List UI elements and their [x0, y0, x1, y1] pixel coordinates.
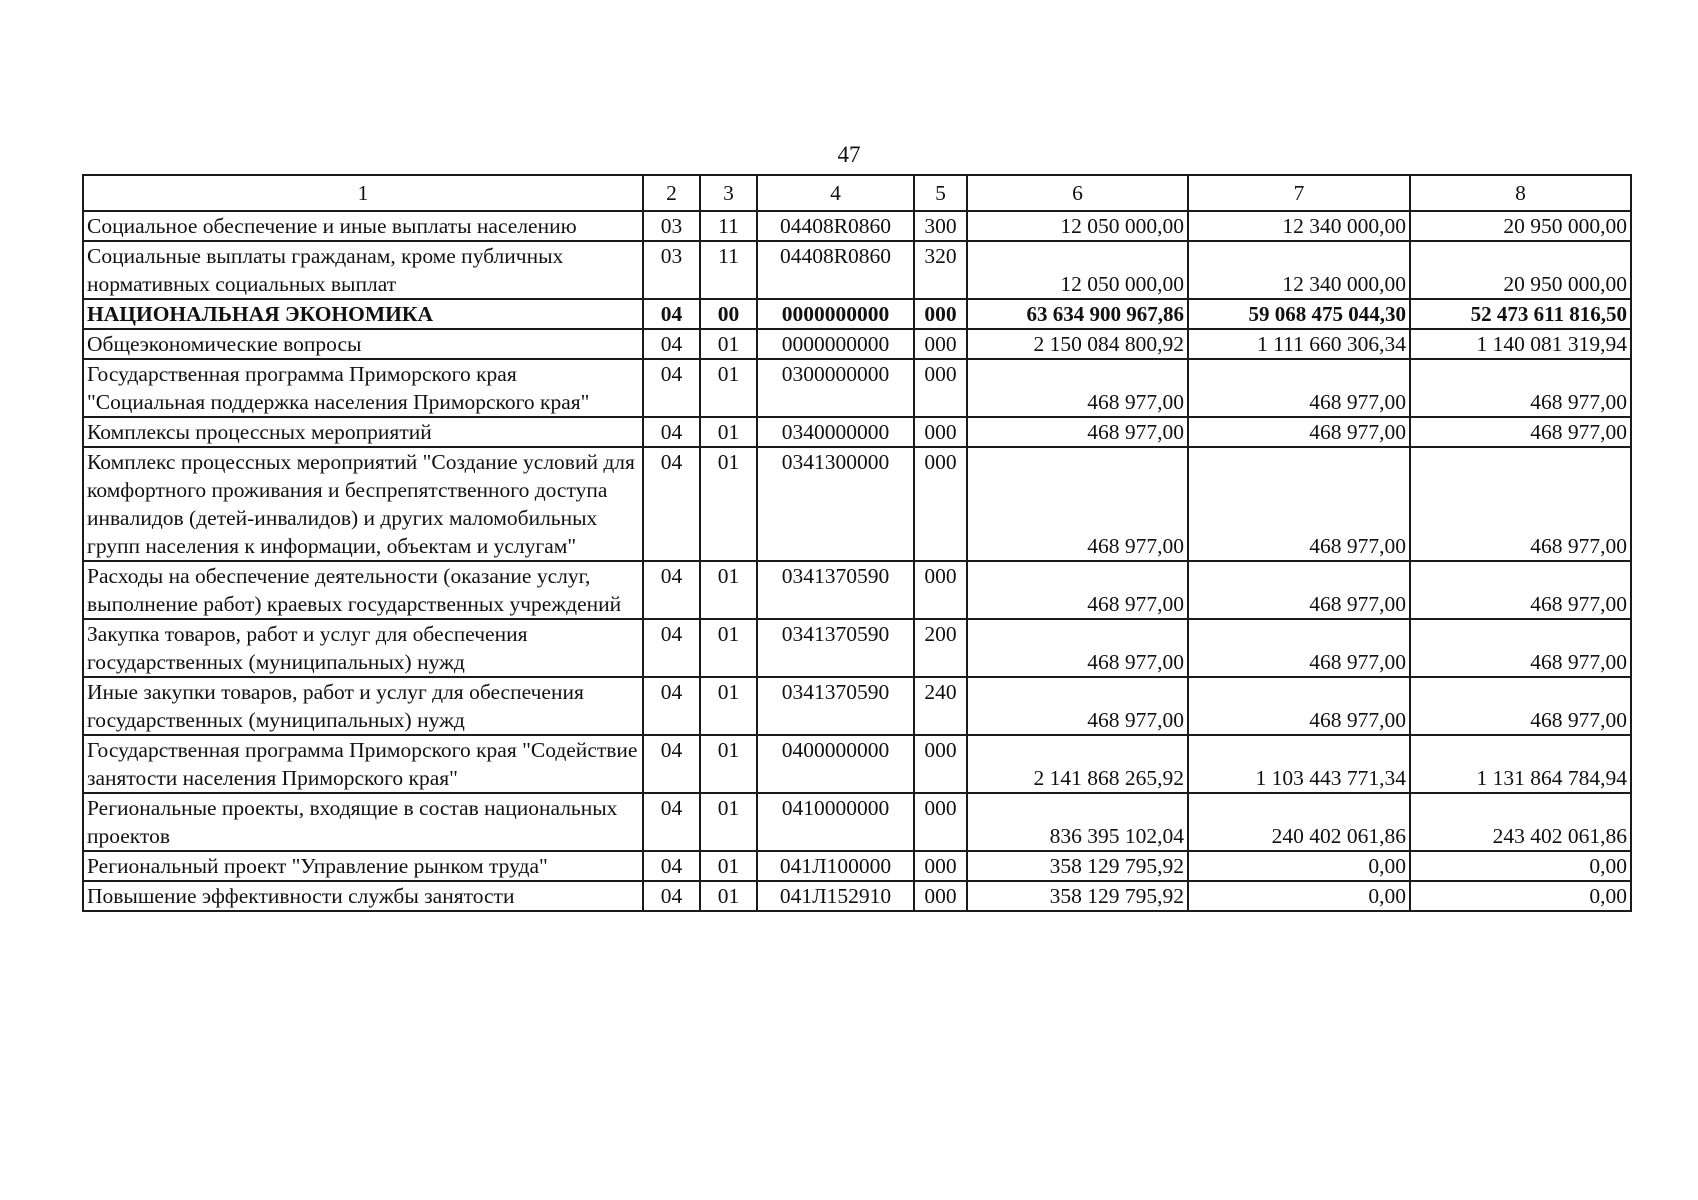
amount-col8-cell: 52 473 611 816,50 [1410, 299, 1631, 329]
table-row [83, 299, 1631, 329]
table-row [83, 735, 1631, 793]
page-number: 47 [837, 142, 861, 167]
table-row [83, 881, 1631, 911]
row-name-cell: Государственная программа Приморского края "Содействие занятости населения Приморского края" [83, 735, 643, 793]
expense-type-code-cell: 240 [914, 677, 967, 735]
amount-col7-cell: 468 977,00 [1188, 619, 1410, 677]
amount-col7-cell: 468 977,00 [1188, 677, 1410, 735]
amount-col8-cell: 0,00 [1410, 881, 1631, 911]
target-article-code-cell: 0341300000 [757, 447, 914, 561]
expense-type-code-cell: 000 [914, 851, 967, 881]
subsection-code-cell: 01 [700, 851, 757, 881]
expense-type-code-cell: 000 [914, 561, 967, 619]
amount-col6-cell: 468 977,00 [967, 677, 1188, 735]
expense-type-code-cell: 000 [914, 793, 967, 851]
row-name-cell: Комплексы процессных мероприятий [83, 417, 643, 447]
table-row [83, 211, 1631, 241]
row-name-cell: Комплекс процессных мероприятий "Создание условий для комфортного проживания и беспрепятственного доступа инвалидов (детей-инвалидов) и других маломобильных групп населения к информации, объектам и услугам" [83, 447, 643, 561]
expense-type-code-cell: 000 [914, 299, 967, 329]
expense-type-code-cell: 000 [914, 329, 967, 359]
amount-col6-cell: 358 129 795,92 [967, 881, 1188, 911]
column-header: 8 [1410, 175, 1631, 211]
expense-type-code-cell: 000 [914, 359, 967, 417]
section-code-cell: 03 [643, 241, 700, 299]
column-header: 7 [1188, 175, 1410, 211]
subsection-code-cell: 01 [700, 619, 757, 677]
section-code-cell: 04 [643, 417, 700, 447]
amount-col7-cell: 468 977,00 [1188, 417, 1410, 447]
amount-col8-cell: 468 977,00 [1410, 677, 1631, 735]
amount-col7-cell: 12 340 000,00 [1188, 211, 1410, 241]
amount-col6-cell: 2 141 868 265,92 [967, 735, 1188, 793]
section-code-cell: 04 [643, 561, 700, 619]
column-header: 2 [643, 175, 700, 211]
amount-col8-cell: 1 131 864 784,94 [1410, 735, 1631, 793]
row-name-cell: Социальные выплаты гражданам, кроме публичных нормативных социальных выплат [83, 241, 643, 299]
section-code-cell: 04 [643, 677, 700, 735]
table-row [83, 677, 1631, 735]
table-row [83, 359, 1631, 417]
subsection-code-cell: 01 [700, 677, 757, 735]
amount-col6-cell: 2 150 084 800,92 [967, 329, 1188, 359]
subsection-code-cell: 01 [700, 359, 757, 417]
subsection-code-cell: 01 [700, 793, 757, 851]
amount-col6-cell: 468 977,00 [967, 561, 1188, 619]
amount-col6-cell: 358 129 795,92 [967, 851, 1188, 881]
amount-col6-cell: 468 977,00 [967, 447, 1188, 561]
amount-col6-cell: 63 634 900 967,86 [967, 299, 1188, 329]
row-name-cell: Государственная программа Приморского края "Социальная поддержка населения Приморского края" [83, 359, 643, 417]
target-article-code-cell: 0410000000 [757, 793, 914, 851]
column-header: 5 [914, 175, 967, 211]
section-code-cell: 04 [643, 299, 700, 329]
subsection-code-cell: 00 [700, 299, 757, 329]
column-header: 6 [967, 175, 1188, 211]
expense-type-code-cell: 200 [914, 619, 967, 677]
target-article-code-cell: 041Л100000 [757, 851, 914, 881]
amount-col7-cell: 240 402 061,86 [1188, 793, 1410, 851]
amount-col7-cell: 468 977,00 [1188, 359, 1410, 417]
amount-col8-cell: 468 977,00 [1410, 417, 1631, 447]
target-article-code-cell: 0341370590 [757, 677, 914, 735]
target-article-code-cell: 04408R0860 [757, 241, 914, 299]
target-article-code-cell: 0000000000 [757, 299, 914, 329]
row-name-cell: Повышение эффективности службы занятости [83, 881, 643, 911]
amount-col8-cell: 468 977,00 [1410, 447, 1631, 561]
table-row [83, 793, 1631, 851]
column-header: 1 [83, 175, 643, 211]
target-article-code-cell: 0340000000 [757, 417, 914, 447]
amount-col6-cell: 836 395 102,04 [967, 793, 1188, 851]
row-name-cell: Социальное обеспечение и иные выплаты населению [83, 211, 643, 241]
row-name-cell: Расходы на обеспечение деятельности (оказание услуг, выполнение работ) краевых государственных учреждений [83, 561, 643, 619]
table-body [83, 175, 1631, 911]
amount-col7-cell: 1 103 443 771,34 [1188, 735, 1410, 793]
table-row [83, 447, 1631, 561]
row-name-cell: Региональные проекты, входящие в состав национальных проектов [83, 793, 643, 851]
amount-col6-cell: 468 977,00 [967, 619, 1188, 677]
expense-type-code-cell: 000 [914, 417, 967, 447]
amount-col6-cell: 468 977,00 [967, 417, 1188, 447]
subsection-code-cell: 11 [700, 241, 757, 299]
amount-col7-cell: 0,00 [1188, 851, 1410, 881]
subsection-code-cell: 01 [700, 561, 757, 619]
amount-col6-cell: 12 050 000,00 [967, 211, 1188, 241]
amount-col7-cell: 0,00 [1188, 881, 1410, 911]
target-article-code-cell: 0341370590 [757, 619, 914, 677]
subsection-code-cell: 01 [700, 329, 757, 359]
subsection-code-cell: 11 [700, 211, 757, 241]
row-name-cell: Региональный проект "Управление рынком труда" [83, 851, 643, 881]
amount-col8-cell: 468 977,00 [1410, 619, 1631, 677]
target-article-code-cell: 0000000000 [757, 329, 914, 359]
expense-type-code-cell: 000 [914, 735, 967, 793]
section-code-cell: 04 [643, 329, 700, 359]
subsection-code-cell: 01 [700, 881, 757, 911]
row-name-cell: Закупка товаров, работ и услуг для обеспечения государственных (муниципальных) нужд [83, 619, 643, 677]
subsection-code-cell: 01 [700, 447, 757, 561]
section-code-cell: 04 [643, 359, 700, 417]
expense-type-code-cell: 300 [914, 211, 967, 241]
section-code-cell: 04 [643, 619, 700, 677]
amount-col8-cell: 468 977,00 [1410, 359, 1631, 417]
section-code-cell: 04 [643, 447, 700, 561]
section-code-cell: 04 [643, 735, 700, 793]
target-article-code-cell: 0341370590 [757, 561, 914, 619]
table-row [83, 619, 1631, 677]
expense-type-code-cell: 000 [914, 881, 967, 911]
amount-col7-cell: 12 340 000,00 [1188, 241, 1410, 299]
table-header-row [83, 175, 1631, 211]
amount-col8-cell: 20 950 000,00 [1410, 211, 1631, 241]
amount-col8-cell: 1 140 081 319,94 [1410, 329, 1631, 359]
section-code-cell: 03 [643, 211, 700, 241]
expense-type-code-cell: 320 [914, 241, 967, 299]
amount-col7-cell: 468 977,00 [1188, 561, 1410, 619]
table-row [83, 561, 1631, 619]
table-row [83, 329, 1631, 359]
subsection-code-cell: 01 [700, 417, 757, 447]
section-code-cell: 04 [643, 851, 700, 881]
amount-col7-cell: 59 068 475 044,30 [1188, 299, 1410, 329]
amount-col6-cell: 12 050 000,00 [967, 241, 1188, 299]
row-name-cell: Иные закупки товаров, работ и услуг для обеспечения государственных (муниципальных) нужд [83, 677, 643, 735]
section-code-cell: 04 [643, 881, 700, 911]
section-code-cell: 04 [643, 793, 700, 851]
amount-col7-cell: 1 111 660 306,34 [1188, 329, 1410, 359]
amount-col8-cell: 468 977,00 [1410, 561, 1631, 619]
table-row [83, 417, 1631, 447]
budget-table [82, 174, 1632, 912]
table-row [83, 851, 1631, 881]
column-header: 3 [700, 175, 757, 211]
target-article-code-cell: 0400000000 [757, 735, 914, 793]
target-article-code-cell: 041Л152910 [757, 881, 914, 911]
row-name-cell: Общеэкономические вопросы [83, 329, 643, 359]
expense-type-code-cell: 000 [914, 447, 967, 561]
amount-col8-cell: 20 950 000,00 [1410, 241, 1631, 299]
amount-col6-cell: 468 977,00 [967, 359, 1188, 417]
target-article-code-cell: 0300000000 [757, 359, 914, 417]
target-article-code-cell: 04408R0860 [757, 211, 914, 241]
subsection-code-cell: 01 [700, 735, 757, 793]
column-header: 4 [757, 175, 914, 211]
table-row [83, 241, 1631, 299]
amount-col8-cell: 243 402 061,86 [1410, 793, 1631, 851]
amount-col7-cell: 468 977,00 [1188, 447, 1410, 561]
amount-col8-cell: 0,00 [1410, 851, 1631, 881]
row-name-cell: НАЦИОНАЛЬНАЯ ЭКОНОМИКА [83, 299, 643, 329]
